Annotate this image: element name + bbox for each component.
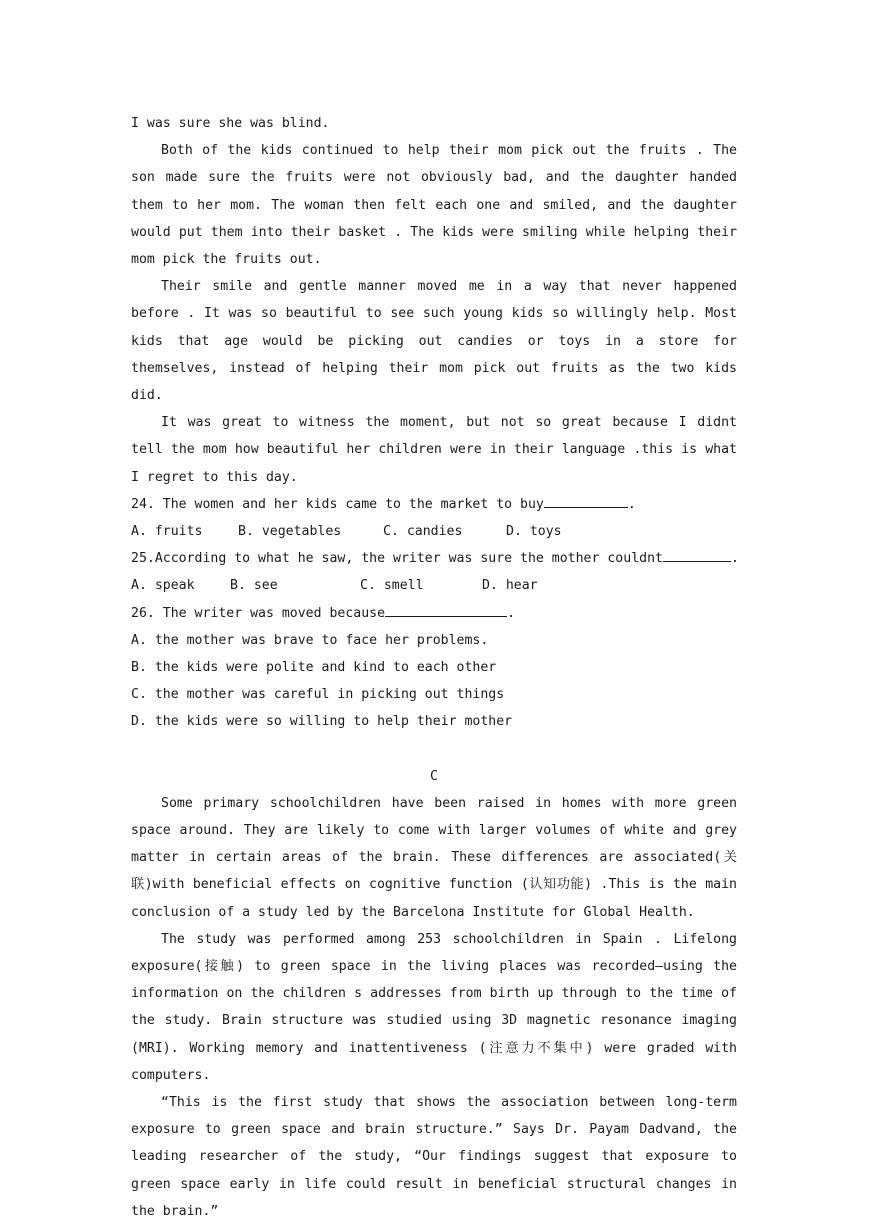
question-stem: 26. The writer was moved because <box>131 605 386 621</box>
question-26-option-a: A. the mother was brave to face her problems. <box>131 632 489 648</box>
question-26: 26. The writer was moved because . <box>131 600 737 627</box>
option-a: A. fruits <box>131 524 203 540</box>
question-24-options <box>131 518 737 545</box>
paragraph: “This is the first study that shows the association between long-term exposure to green space and brain structure.” Says Dr. Payam Dadvand, the leading researcher of the study, “Our findings suggest that exposure to green space early in life could result in beneficial structural changes in the brain.” <box>131 1094 737 1219</box>
option-b: B. vegetables <box>238 524 342 540</box>
section-heading: C <box>430 768 438 784</box>
answer-blank <box>385 602 507 617</box>
question-26-option-c: C. the mother was careful in picking out things <box>131 687 505 703</box>
option-a: A. speak <box>131 578 195 594</box>
question-stem: 25.According to what he saw, the writer was sure the mother couldnt <box>131 551 663 567</box>
paragraph: Some primary schoolchildren have been raised in homes with more green space around. They are likely to come with larger volumes of white and grey matter in certain areas of the brain. These differences are associated(关联)with beneficial effects on cognitive function (认知功能) .This is the main conclusion of a study led by the Barcelona Institute for Global Health. <box>131 795 737 920</box>
paragraph: Their smile and gentle manner moved me in a way that never happened before . It was so beautiful to see such young kids so willingly help. Most kids that age would be picking out candies or toys in a store for themselves, instead of helping their mom pick out fruits as the two kids did. <box>131 279 737 404</box>
paragraph: Both of the kids continued to help their mom pick out the fruits . The son made sure the fruits were not obviously bad, and the daughter handed them to her mom. The woman then felt each one and smiled, and the daughter would put them into their basket . The kids were smiling while helping their mom pick the fruits out. <box>131 143 737 268</box>
question-25: 25.According to what he saw, the writer was sure the mother couldnt . <box>131 545 737 572</box>
option-c: C. smell <box>360 578 424 594</box>
page-content <box>131 110 737 1225</box>
question-25-options <box>131 572 737 599</box>
option-d: D. toys <box>506 524 562 540</box>
question-24: 24. The women and her kids came to the market to buy . <box>131 491 737 518</box>
paragraph: It was great to witness the moment, but not so great because I didnt tell the mom how beautiful her children were in their language .this is what I regret to this day. <box>131 415 737 485</box>
question-26-option-d: D. the kids were so willing to help their mother <box>131 714 513 730</box>
answer-blank <box>663 547 731 562</box>
option-d: D. hear <box>482 578 538 594</box>
option-b: B. see <box>230 578 278 594</box>
question-stem: 24. The women and her kids came to the market to buy <box>131 496 544 512</box>
question-26-option-b: B. the kids were polite and kind to each other <box>131 659 497 675</box>
paragraph: The study was performed among 253 schoolchildren in Spain . Lifelong exposure(接触) to green space in the living places was recorded—using the information on the children s addresses from birth up through to the time of the study. Brain structure was studied using 3D magnetic resonance imaging (MRI). Working memory and inattentiveness (注意力不集中) were graded with computers. <box>131 931 737 1083</box>
answer-blank <box>544 493 628 508</box>
option-c: C. candies <box>383 524 463 540</box>
paragraph: I was sure she was blind. <box>131 116 330 131</box>
